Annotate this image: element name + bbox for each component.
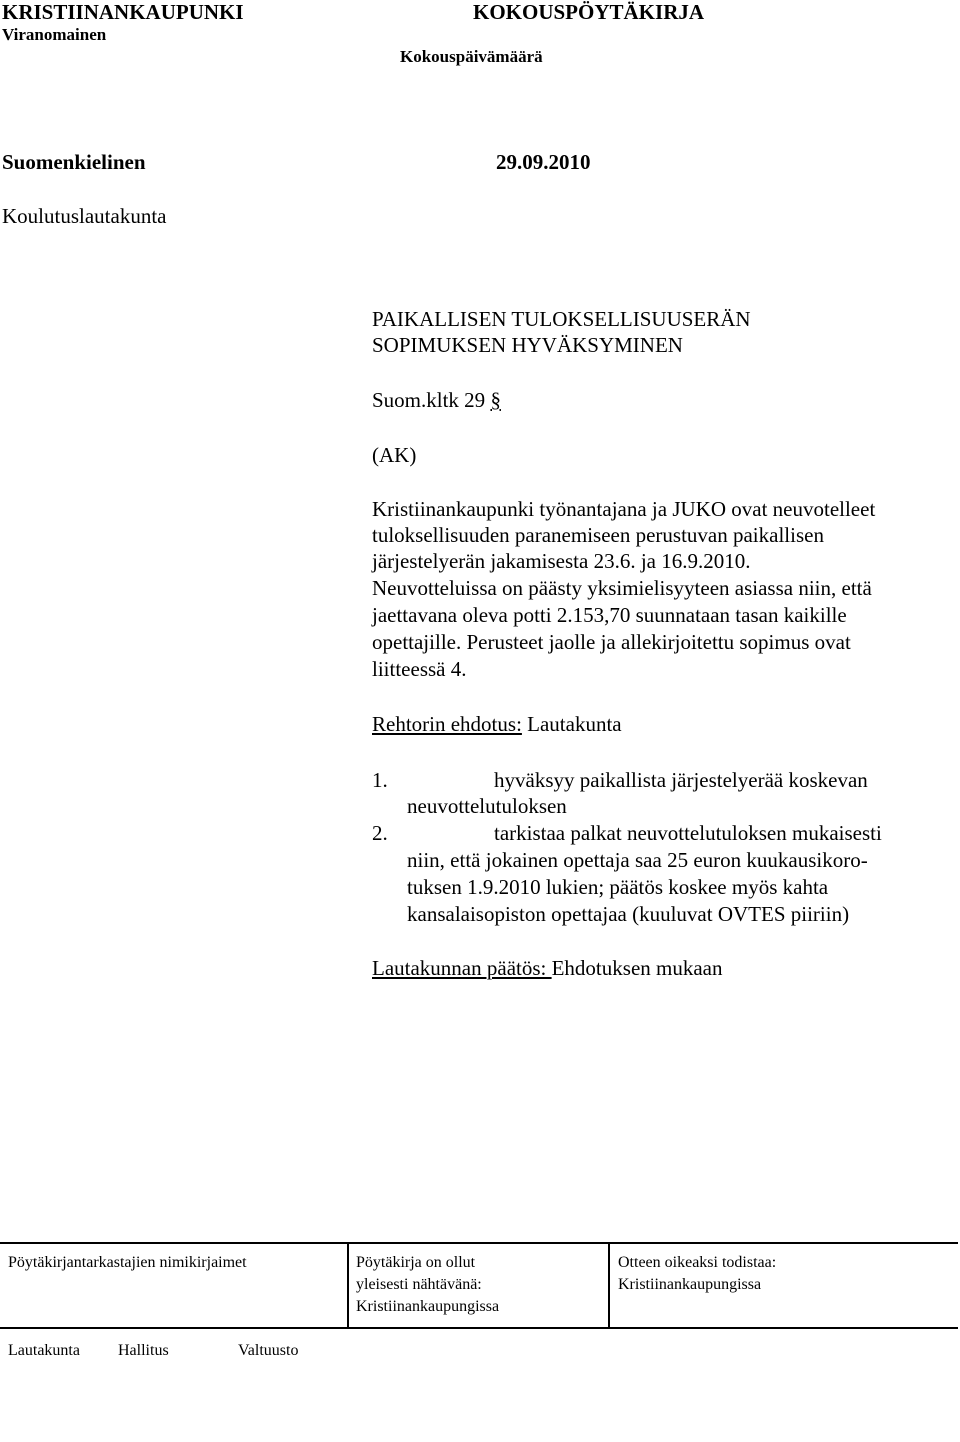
footer-divider — [0, 1242, 958, 1244]
list-item-text: neuvottelutuloksen — [407, 794, 567, 818]
footer-divider — [608, 1242, 610, 1327]
org-name: KRISTIINANKAUPUNKI — [2, 0, 244, 24]
list-item-text: tarkistaa palkat neuvottelutuloksen mukaisesti — [494, 821, 882, 845]
item-heading-line: SOPIMUKSEN HYVÄKSYMINEN — [372, 333, 683, 357]
public-view-line: Pöytäkirja on ollut — [356, 1254, 476, 1271]
authority-label: Viranomainen — [2, 25, 107, 44]
proposal-label: Rehtorin ehdotus: — [372, 712, 522, 736]
organ-hallitus: Hallitus — [118, 1342, 169, 1359]
decision-label: Lautakunnan päätös: — [372, 956, 552, 980]
authority: Suomenkielinen — [2, 150, 146, 174]
public-view-line: Kristiinankaupungissa — [356, 1298, 500, 1315]
paragraph-line: järjestelyerän jakamisesta 23.6. ja 16.9.2010. — [372, 549, 751, 573]
footer-divider — [0, 1327, 958, 1329]
section-reference-text: Suom.kltk 29 — [372, 388, 491, 412]
proposal — [372, 712, 622, 737]
item-heading-line: PAIKALLISEN TULOKSELLISUUSERÄN — [372, 307, 751, 331]
list-item-text: tuksen 1.9.2010 lukien; päätös koskee myös kahta — [407, 875, 829, 899]
ak-note: (AK) — [372, 443, 417, 467]
decision — [372, 956, 723, 981]
list-item-text: hyväksyy paikallista järjestelyerää koskevan — [494, 768, 868, 792]
certified-copy-note — [618, 1252, 776, 1296]
certified-copy-line: Kristiinankaupungissa — [618, 1276, 762, 1293]
meeting-date: 29.09.2010 — [496, 150, 591, 174]
paragraph-line: Kristiinankaupunki työnantajana ja JUKO ovat neuvotelleet — [372, 497, 876, 521]
section-reference — [372, 388, 501, 413]
document-type: KOKOUSPÖYTÄKIRJA — [473, 0, 705, 24]
certified-copy-line: Otteen oikeaksi todistaa: — [618, 1254, 777, 1271]
footer-divider — [347, 1242, 349, 1327]
organ-valtuusto: Valtuusto — [238, 1342, 299, 1359]
committee-name: Koulutuslautakunta — [2, 204, 167, 228]
paragraph-line: jaettavana oleva potti 2.153,70 suunnataan tasan kaikille — [372, 603, 847, 627]
proposal-text: Lautakunta — [521, 712, 622, 736]
decision-text: Ehdotuksen mukaan — [551, 956, 723, 980]
organ-lautakunta: Lautakunta — [8, 1342, 80, 1359]
paragraph-line: Neuvotteluissa on päästy yksimielisyyteen asiassa niin, että — [372, 576, 872, 600]
section-mark: § — [490, 388, 501, 412]
public-view-note — [356, 1252, 499, 1318]
public-view-line: yleisesti nähtävänä: — [356, 1276, 482, 1293]
paragraph-line: liitteessä 4. — [372, 657, 467, 681]
footer-table — [0, 1242, 958, 1442]
signatures-label: Pöytäkirjantarkastajien nimikirjaimet — [8, 1254, 247, 1271]
list-item-text: kansalaisopiston opettajaa (kuuluvat OVTES piiriin) — [407, 902, 850, 926]
list-item-text: niin, että jokainen opettaja saa 25 euron kuukausikoro- — [407, 848, 868, 872]
paragraph-line: tuloksellisuuden paranemiseen perustuvan paikallisen — [372, 523, 824, 547]
list-number: 1. — [372, 768, 388, 792]
paragraph-line: opettajille. Perusteet jaolle ja allekirjoitettu sopimus ovat — [372, 630, 851, 654]
meeting-date-label: Kokouspäivämäärä — [400, 47, 543, 66]
list-number: 2. — [372, 821, 388, 845]
